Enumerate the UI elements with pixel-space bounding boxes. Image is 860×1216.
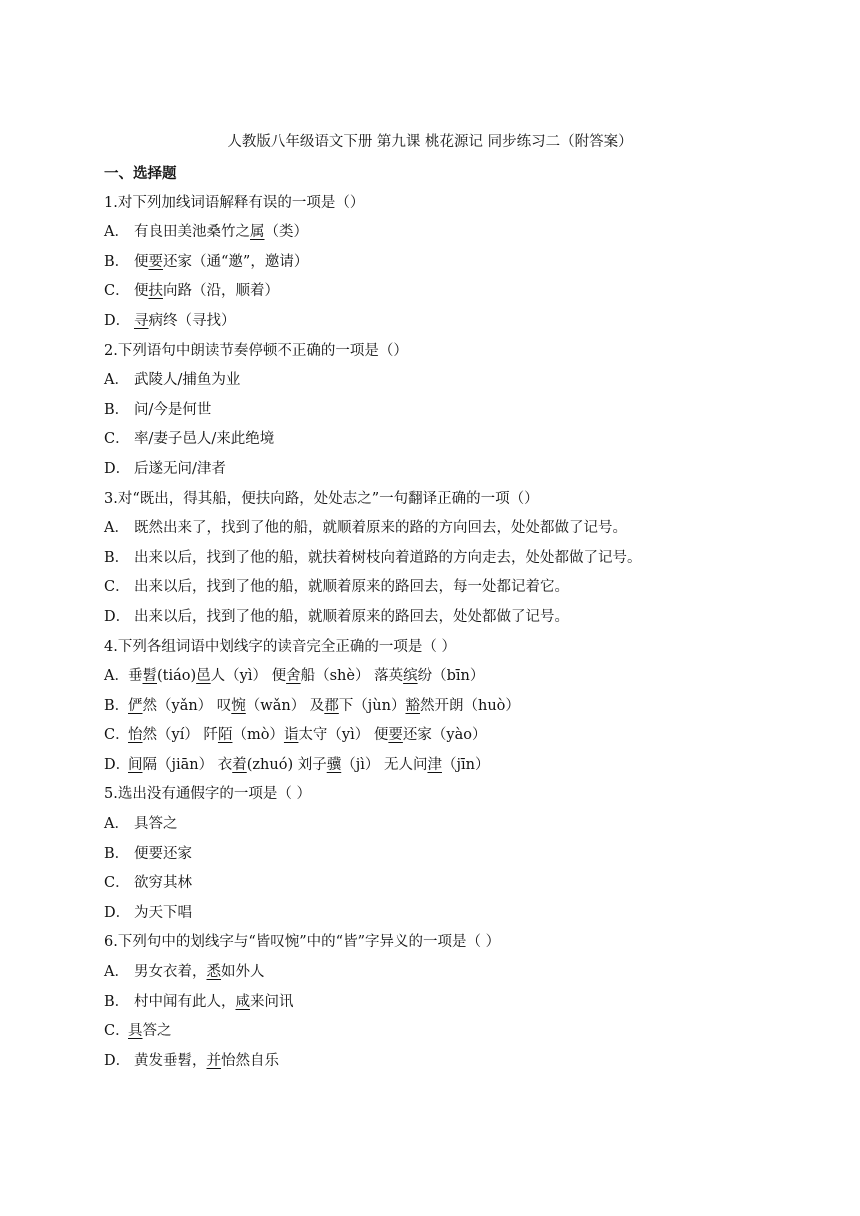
answer-option	[104, 721, 744, 751]
questions-container	[104, 189, 744, 1077]
option-text: 有良田美池桑竹之	[134, 224, 250, 241]
underlined-char: 郡	[324, 697, 339, 714]
option-text: （mò）	[232, 727, 284, 744]
option-text: 率/妻子邑人/来此绝境	[134, 431, 275, 448]
option-text: (zhuó) 刘子	[246, 756, 327, 773]
underlined-char: 豁	[405, 697, 420, 714]
underlined-char: 惋	[231, 697, 246, 714]
option-letter: B．	[104, 845, 130, 862]
option-text: 船（shè） 落英	[300, 668, 404, 685]
option-letter: B．	[104, 253, 130, 270]
option-text: 后遂无问/津者	[134, 460, 226, 477]
option-letter: C．	[104, 875, 130, 892]
answer-option	[104, 514, 744, 544]
option-letter: A．	[104, 668, 129, 685]
option-text: 出来以后，找到了他的船，就顺着原来的路回去，处处都做了记号。	[134, 608, 569, 625]
answer-option	[104, 899, 744, 929]
option-text: 太守（yì） 便	[298, 727, 389, 744]
question-stem: 5.选出没有通假字的一项是（ ）	[104, 786, 311, 803]
underlined-char: 间	[128, 756, 143, 773]
option-text: 人（yì） 便	[210, 668, 287, 685]
option-text: 出来以后，找到了他的船，就顺着原来的路回去，每一处都记着它。	[134, 579, 569, 596]
option-text: 然（yǎn） 叹	[142, 697, 232, 714]
answer-option	[104, 366, 744, 396]
question-stem: 3.对“既出，得其船，便扶向路，处处志之”一句翻译正确的一项（）	[104, 490, 539, 507]
option-text: 下（jùn）	[338, 697, 406, 714]
option-text: （jì） 无人问	[341, 756, 428, 773]
option-text: （jīn）	[441, 756, 490, 773]
question-list	[104, 159, 744, 1076]
underlined-char: 陌	[217, 727, 233, 744]
option-letter: C．	[104, 579, 130, 596]
underlined-char: 着	[232, 756, 247, 773]
option-letter: D．	[104, 312, 131, 329]
answer-option	[104, 958, 744, 988]
option-letter: B．	[104, 993, 130, 1010]
option-text: 问/今是何世	[134, 401, 212, 418]
option-letter: D．	[104, 904, 131, 921]
option-text: 然开朗（huò）	[420, 697, 520, 714]
underlined-char: 扶	[148, 283, 163, 300]
underlined-char: 俨	[128, 697, 143, 714]
option-text: 向路（沿，顺着）	[163, 283, 279, 300]
answer-option	[104, 692, 744, 722]
answer-option	[104, 455, 744, 485]
option-letter: C．	[104, 283, 130, 300]
underlined-char: 具	[128, 1023, 143, 1040]
underlined-char: 寻	[134, 312, 149, 329]
option-text: 具答之	[134, 816, 178, 833]
option-text: 隔（jiān） 衣	[142, 756, 233, 773]
answer-option	[104, 573, 744, 603]
answer-option	[104, 307, 744, 337]
option-text: 纷（bīn）	[417, 668, 485, 685]
underlined-char: 咸	[235, 993, 250, 1010]
option-text: 还家（yào）	[402, 727, 487, 744]
option-text: 武陵人/捕鱼为业	[134, 372, 241, 389]
answer-option	[104, 810, 744, 840]
underlined-char: 并	[206, 1052, 221, 1069]
option-letter: A．	[104, 520, 129, 537]
answer-option	[104, 544, 744, 574]
option-letter: C．	[104, 1023, 130, 1040]
question-stem: 4.下列各组词语中划线字的读音完全正确的一项是（ ）	[104, 638, 456, 655]
underlined-char: 缤	[403, 668, 418, 685]
option-text: 便	[134, 283, 149, 300]
underlined-char: 属	[250, 224, 265, 241]
option-letter: B．	[104, 697, 130, 714]
option-text: 便要还家	[134, 845, 192, 862]
answer-option	[104, 396, 744, 426]
answer-option	[104, 662, 744, 692]
underlined-char: 邑	[196, 668, 211, 685]
answer-option	[104, 425, 744, 455]
option-text: 还家（通“邀”，邀请）	[163, 253, 309, 270]
option-text: 病终（寻找）	[148, 312, 236, 329]
answer-option	[104, 218, 744, 248]
answer-option	[104, 1017, 744, 1047]
underlined-char: 怡	[128, 727, 143, 744]
underlined-char: 髫	[142, 668, 157, 685]
question-stem: 6.下列句中的划线字与“皆叹惋”中的“皆”字异义的一项是（ ）	[104, 934, 501, 951]
option-text: 如外人	[221, 964, 265, 981]
option-letter: C．	[104, 727, 130, 744]
option-text: 村中闻有此人，	[134, 993, 236, 1010]
answer-option	[104, 248, 744, 278]
option-text: 怡然自乐	[221, 1052, 279, 1069]
question-stem: 2.下列语句中朗读节奏停顿不正确的一项是（）	[104, 342, 408, 359]
answer-option	[104, 1047, 744, 1077]
option-letter: A．	[104, 372, 129, 389]
option-letter: C．	[104, 431, 130, 448]
option-text: 为天下唱	[134, 904, 192, 921]
underlined-char: 诣	[283, 727, 299, 744]
question-stem: 1.对下列加线词语解释有误的一项是（）	[104, 194, 365, 211]
option-letter: A．	[104, 816, 129, 833]
option-letter: D．	[104, 608, 131, 625]
option-text: 垂	[128, 668, 143, 685]
section-heading: 一、选择题	[104, 165, 177, 182]
option-letter: D．	[104, 1052, 131, 1069]
answer-option	[104, 751, 744, 781]
underlined-char: 津	[427, 756, 442, 773]
option-letter: B．	[104, 549, 130, 566]
underlined-char: 要	[388, 727, 403, 744]
underlined-char: 悉	[206, 964, 221, 981]
option-text: （wǎn） 及	[245, 697, 325, 714]
option-letter: A．	[104, 964, 129, 981]
document-title: 人教版八年级语文下册 第九课 桃花源记 同步练习二（附答案）	[227, 134, 633, 150]
answer-option	[104, 277, 744, 307]
option-letter: A．	[104, 224, 129, 241]
option-text: 男女衣着，	[134, 964, 207, 981]
option-text: 出来以后，找到了他的船，就扶着树枝向着道路的方向走去，处处都做了记号。	[134, 549, 642, 566]
option-text: 既然出来了，找到了他的船，就顺着原来的路的方向回去，处处都做了记号。	[134, 520, 627, 537]
option-text: 然（yí） 阡	[142, 727, 218, 744]
answer-option	[104, 988, 744, 1018]
underlined-char: 舍	[286, 668, 301, 685]
answer-option	[104, 869, 744, 899]
option-text: 答之	[142, 1023, 172, 1040]
underlined-char: 要	[148, 253, 163, 270]
option-letter: D．	[104, 756, 131, 773]
underlined-char: 骥	[326, 756, 342, 773]
option-letter: D．	[104, 460, 131, 477]
option-text: (tiáo)	[157, 668, 197, 685]
option-letter: B．	[104, 401, 130, 418]
option-text: （类）	[264, 224, 308, 241]
answer-option	[104, 603, 744, 633]
option-text: 欲穷其林	[134, 875, 192, 892]
answer-option	[104, 840, 744, 870]
option-text: 来问讯	[250, 993, 294, 1010]
option-text: 便	[134, 253, 149, 270]
option-text: 黄发垂髫，	[134, 1052, 207, 1069]
